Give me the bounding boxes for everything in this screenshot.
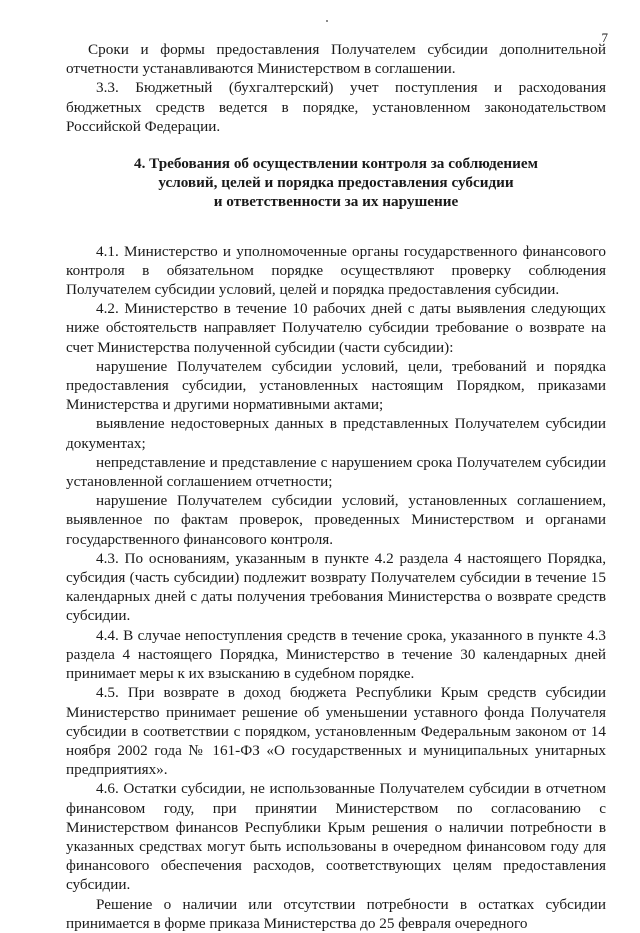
paragraph-4-2-item: выявление недостоверных данных в представленных Получателем субсидии документах; [66, 415, 606, 452]
paragraph-4-6: 4.6. Остатки субсидии, не использованные Получателем субсидии в отчетном финансовом году, при принятии Министерством по согласованию с Министерством финансов Республики Крым решения о наличии потребности в указанных средствах могут быть использованы в очередном финансовом году для финансового обеспечения расходов, соответствующих целям предоставления субсидии. [66, 780, 606, 894]
paragraph-reporting-terms: Сроки и формы предоставления Получателем субсидии дополнительной отчетности устанавливаются Министерством в соглашении. [66, 41, 606, 78]
paragraph-4-1: 4.1. Министерство и уполномоченные органы государственного финансового контроля в обязательном порядке осуществляют проверку соблюдения Получателем субсидии условий, целей и порядка предоставления субсидии. [66, 242, 606, 299]
paragraph-decision: Решение о наличии или отсутствии потребности в остатках субсидии принимается в форме приказа Министерства до 25 февраля очередного [66, 895, 606, 932]
page-number: 7 [601, 30, 608, 45]
section-heading-line: и ответственности за их нарушение [213, 193, 459, 211]
paragraph-3-3: 3.3. Бюджетный (бухгалтерский) учет поступления и расходования бюджетных средств ведется в порядке, установленном законодательством Российской Федерации. [66, 79, 606, 135]
spacer [66, 230, 606, 242]
paragraph-4-2-item: нарушение Получателем субсидии условий, цели, требований и порядка предоставления субсидии, установленных настоящим Порядком, приказами Министерства и другими нормативными актами; [66, 357, 606, 414]
section-heading-line: 4. Требования об осуществлении контроля за соблюдением [133, 155, 539, 173]
paragraph-4-2: 4.2. Министерство в течение 10 рабочих дней с даты выявления следующих ниже обстоятельств направляет Получателю субсидии требование о возврате на счет Министерства полученной субсидии (части субсидии): [66, 300, 606, 356]
paragraph-4-4: 4.4. В случае непоступления средств в течение срока, указанного в пункте 4.3 раздела 4 настоящего Порядка, Министерство в течение 30 календарных дней принимает меры к их взысканию в судебном порядке. [66, 626, 606, 683]
paragraph-4-2-item: нарушение Получателем субсидии условий, установленных соглашением, выявленное по фактам проверок, проведенных Министерством и органами государственного финансового контроля. [66, 492, 606, 548]
paragraph-4-5: 4.5. При возврате в доход бюджета Республики Крым средств субсидии Министерство принимает решение об уменьшении уставного фонда Получателя субсидии в соответствии с порядком, установленным Федеральным законом от 14 ноября 2002 года № 161-ФЗ «О государственных и муниципальных унитарных предприятиях». [66, 684, 606, 779]
scan-speck [326, 20, 328, 22]
paragraph-4-3: 4.3. По основаниям, указанным в пункте 4.2 раздела 4 настоящего Порядка, субсидия (часть субсидии) подлежит возврату Получателем субсидии в течение 15 календарных дней с даты получения требования Министерства о возврате средств субсидии. [66, 549, 606, 625]
section-4-heading [66, 154, 606, 212]
document-body [66, 40, 606, 933]
section-heading-line: условий, целей и порядка предоставления субсидии [158, 174, 514, 192]
paragraph-4-2-item: непредставление и представление с нарушением срока Получателем субсидии установленной соглашением отчетности; [66, 453, 606, 491]
